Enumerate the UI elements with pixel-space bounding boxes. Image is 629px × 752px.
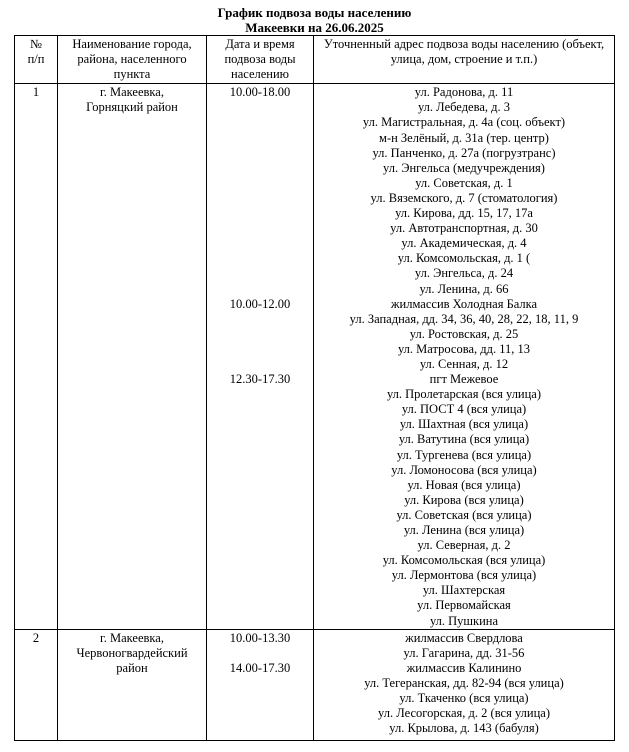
header-time: [207, 36, 314, 84]
address-line: ул. ПОСТ 4 (вся улица): [401, 402, 527, 417]
title-line-2: Макеевки на 26.06.2025: [245, 20, 384, 35]
row-number: 2: [15, 629, 58, 741]
address-line: жилмассив Свердлова: [405, 630, 523, 645]
water-schedule-table: [14, 35, 615, 741]
address-line: ул. Энгельса (медучреждения): [383, 160, 545, 175]
city-line: Горняцкий район: [86, 100, 178, 115]
address-line: ул. Новая (вся улица): [407, 477, 521, 492]
address-line: ул. Автотранспортная, д. 30: [390, 221, 538, 236]
address-line: ул. Лебедева, д. 3: [417, 100, 510, 115]
address-line: ул. Ленина (вся улица): [403, 523, 525, 537]
address-line: жилмассив Холодная Балка: [390, 296, 538, 311]
header-num-line: п/п: [27, 52, 45, 67]
time-slot: 12.30-17.30: [229, 372, 291, 387]
address-line: ул. Крылова, д. 143 (бабуля): [389, 721, 539, 736]
address-line: ул. Тургенева (вся улица): [396, 447, 532, 462]
address-line: ул. Магистральная, д. 4а (соц. объект): [362, 115, 566, 130]
header-row: [15, 36, 615, 84]
address-line: ул. Ломоносова (вся улица): [391, 462, 537, 477]
address-line: ул. Пролетарская (вся улица): [386, 387, 542, 402]
header-address-line: Уточненный адрес подвоза воды населению (объект,: [323, 37, 605, 51]
address-line: ул. Матросова, дд. 11, 13: [397, 341, 531, 356]
city-line: г. Макеевка,: [100, 630, 164, 645]
time-cell: [207, 629, 314, 741]
header-address: [314, 36, 615, 84]
address-line: ул. Гагарина, дд. 31-56: [403, 645, 525, 660]
address-cell: [314, 629, 615, 741]
header-city-line: Наименование города,: [72, 37, 192, 51]
address-line: ул. Северная, д. 2: [417, 538, 511, 553]
address-line: ул. Сенная, д. 12: [419, 356, 509, 371]
city-line: район: [116, 660, 148, 675]
header-time-line: населению: [231, 67, 289, 82]
address-line: ул. Кирова, дд. 15, 17, 17а: [395, 206, 533, 221]
address-line: ул. Шахтерская: [422, 583, 506, 598]
document-title: [0, 0, 629, 35]
time-slot: 10.00-18.00: [229, 85, 291, 100]
row-number: 1: [15, 84, 58, 629]
time-slot: 14.00-17.30: [229, 660, 291, 675]
address-line: ул. Ленина, д. 66: [419, 281, 509, 296]
table-body: [15, 84, 615, 741]
address-line: ул. Западная, дд. 34, 36, 40, 28, 22, 18, 11, 9: [349, 311, 579, 326]
address-line: ул. Ткаченко (вся улица): [399, 691, 529, 706]
city-cell: [58, 629, 207, 741]
city-line: Червоногвардейский: [76, 645, 188, 660]
header-city-line: пункта: [113, 67, 151, 82]
header-address-line: улица, дом, строение и т.п.): [390, 52, 538, 67]
address-line: ул. Тегеранская, дд. 82-94 (вся улица): [364, 675, 564, 690]
header-num-line: №: [30, 37, 42, 51]
address-line: ул. Энгельса, д. 24: [414, 266, 514, 281]
address-line: ул. Пушкина: [429, 613, 499, 628]
header-time-line: подвоза воды: [224, 52, 296, 67]
header-time-line: Дата и время: [225, 37, 295, 51]
table-row: [15, 629, 615, 741]
table-row: [15, 84, 615, 629]
address-line: ул. Академическая, д. 4: [401, 236, 527, 251]
header-city-line: района, населенного: [77, 52, 187, 67]
address-line: ул. Вяземского, д. 7 (стоматология): [370, 190, 558, 205]
address-line: ул. Шахтная (вся улица): [399, 417, 529, 432]
address-line: жилмассив Калинино: [406, 660, 522, 675]
address-line: пгт Межевое: [429, 372, 499, 387]
address-line: м-н Зелёный, д. 31а (тер. центр): [379, 130, 549, 145]
header-city: [58, 36, 207, 84]
address-line: ул. Советская, д. 1: [415, 175, 513, 190]
time-slot: 10.00-13.30: [229, 630, 291, 645]
time-cell: [207, 84, 314, 629]
time-slot: 10.00-12.00: [229, 296, 291, 311]
address-line: ул. Лесогорская, д. 2 (вся улица): [378, 706, 550, 721]
header-num: [15, 36, 58, 84]
address-line: ул. Ватутина (вся улица): [398, 432, 530, 447]
address-line: ул. Комсомольская, д. 1 (: [397, 251, 531, 266]
city-cell: [58, 84, 207, 629]
address-line: ул. Советская (вся улица): [396, 507, 532, 522]
address-line: ул. Панченко, д. 27а (погрузтранс): [372, 145, 556, 160]
address-line: ул. Ростовская, д. 25: [409, 326, 519, 341]
city-line: г. Макеевка,: [100, 85, 164, 100]
address-cell: [314, 84, 615, 629]
address-line: ул. Кирова (вся улица): [404, 492, 524, 507]
address-line: ул. Первомайская: [417, 598, 511, 613]
address-line: ул. Радонова, д. 11: [414, 85, 514, 100]
address-line: ул. Комсомольская (вся улица): [382, 553, 546, 568]
address-line: ул. Лермонтова (вся улица): [391, 568, 537, 583]
title-line-1: График подвоза воды населению: [217, 5, 412, 20]
